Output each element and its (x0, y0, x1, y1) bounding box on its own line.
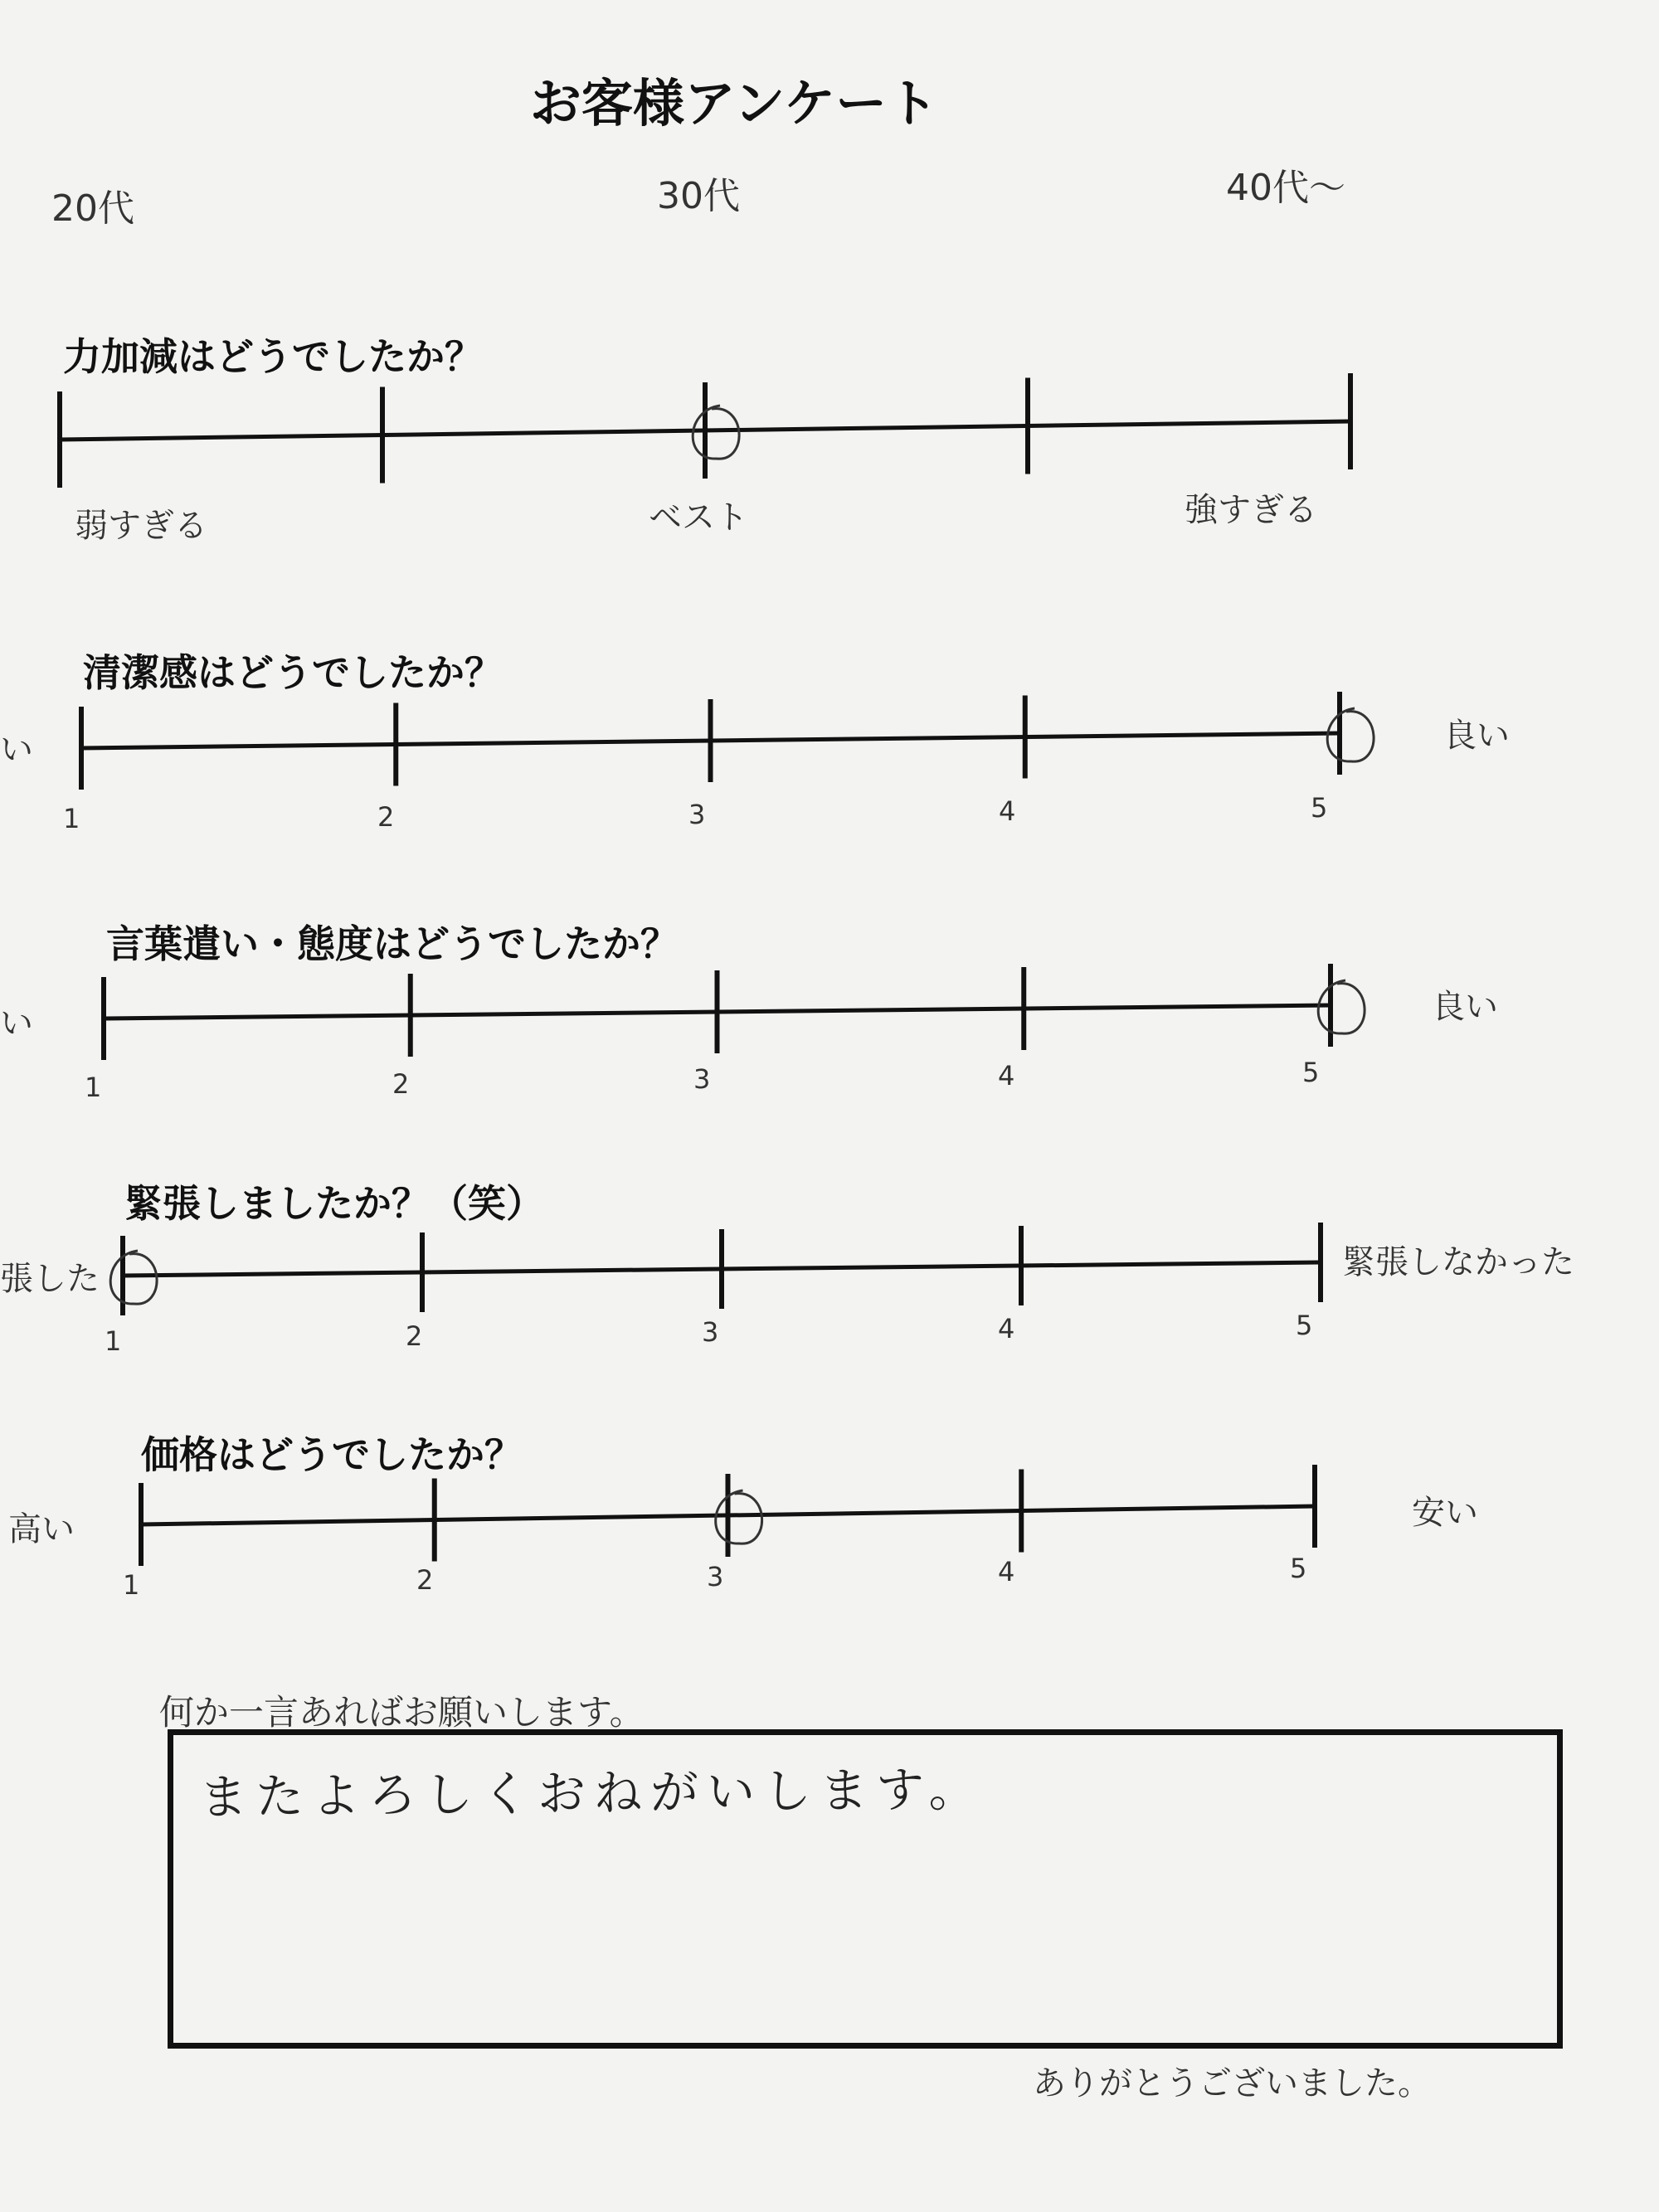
question-1-title: 力加減はどうでしたか？ (63, 334, 483, 379)
question-3-title: 言葉遣い・態度はどうでしたか？ (106, 921, 679, 966)
question-5-tick-2: 2 (416, 1564, 434, 1596)
question-3-tick-4: 4 (998, 1060, 1015, 1091)
question-5-tick-1: 1 (123, 1569, 140, 1601)
question-5-title: 価格はどうでしたか？ (141, 1432, 523, 1477)
question-3-tick-5: 5 (1302, 1057, 1320, 1088)
comment-prompt: 何か一言あればお願いします。 (159, 1692, 645, 1733)
question-1-label-best: ベスト (649, 498, 748, 537)
question-5-tick-3: 3 (707, 1561, 724, 1592)
question-4-tick-1: 1 (105, 1325, 122, 1357)
question-4-title: 緊張しましたか？（笑） (124, 1181, 544, 1226)
question-2-label-low: い (0, 731, 33, 769)
question-1-label-weak: 弱すぎる (75, 507, 207, 545)
question-5-tick-4: 4 (998, 1556, 1015, 1587)
question-2-label-high: 良い (1443, 717, 1510, 755)
question-3-tick-1: 1 (85, 1072, 102, 1103)
age-option-40s-plus[interactable]: 40代～ (1226, 167, 1345, 209)
question-2-tick-4: 4 (999, 795, 1016, 827)
question-2-tick-2: 2 (377, 801, 395, 833)
question-2-tick-1: 1 (63, 803, 80, 834)
age-option-20s[interactable]: 20代 (51, 187, 134, 230)
question-4-tick-2: 2 (406, 1320, 423, 1352)
question-4-label-not-tense: 緊張しなかった (1342, 1243, 1574, 1281)
comment-handwritten-text: またよろしくおねがいします。 (198, 1761, 985, 1826)
question-5-label-cheap: 安い (1412, 1494, 1478, 1532)
question-2-tick-5: 5 (1311, 792, 1328, 824)
thank-you-note: ありがとうございました。 (1033, 2064, 1431, 2103)
question-4-tick-4: 4 (998, 1313, 1015, 1344)
question-3-label-high: 良い (1432, 988, 1498, 1026)
question-4-tick-5: 5 (1296, 1310, 1313, 1341)
question-3-label-low: い (0, 1004, 33, 1043)
question-3-tick-3: 3 (693, 1063, 711, 1095)
question-2-tick-3: 3 (688, 799, 706, 830)
question-4-label-tense: 張した (0, 1260, 100, 1298)
question-5-label-expensive: 高い (8, 1510, 75, 1548)
question-5-tick-5: 5 (1290, 1553, 1307, 1584)
question-4-tick-3: 3 (702, 1316, 719, 1348)
question-3-tick-2: 2 (392, 1068, 410, 1100)
page-title: お客様アンケート (529, 73, 939, 134)
age-option-30s[interactable]: 30代 (657, 175, 740, 217)
question-2-title: 清潔感はどうでしたか？ (83, 650, 503, 695)
question-1-label-strong: 強すぎる (1185, 491, 1317, 529)
